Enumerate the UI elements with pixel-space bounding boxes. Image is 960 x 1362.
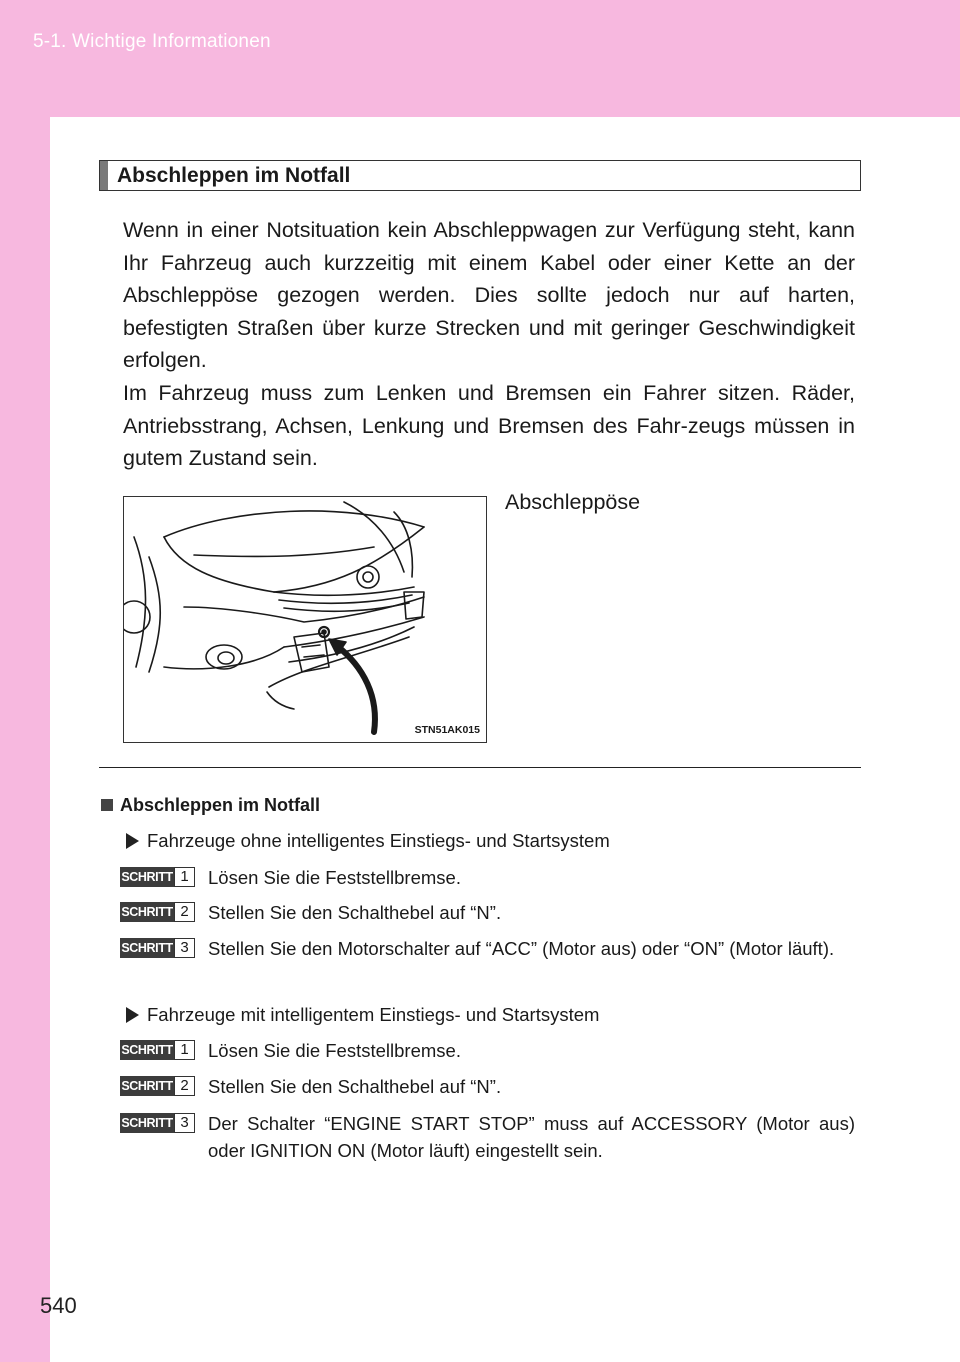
divider [99, 767, 861, 768]
section-heading-box [99, 160, 861, 191]
step-badge-number: 1 [174, 867, 195, 887]
figure-callout: Abschleppöse [505, 490, 641, 514]
variant-label [126, 1004, 599, 1026]
square-bullet-icon [101, 799, 113, 811]
triangle-bullet-icon [126, 833, 139, 849]
intro-paragraph: Wenn in einer Notsituation kein Abschleppwagen zur Verfügung steht, kann Ihr Fahrzeug auch kurzzeitig mit einem Kabel oder einer Kette an der Abschleppöse gezogen werden. Dies sollte jedoch nur auf harten, befestigten Straßen über kurze Strecken und mit geringer Geschwindigkeit erfolgen. [123, 218, 855, 373]
subsection-title-text: Abschleppen im Notfall [120, 795, 321, 815]
step-badge-number: 3 [174, 1113, 195, 1133]
tow-hook-illustration-icon [124, 497, 487, 743]
step-badge-label: SCHRITT [120, 1113, 174, 1133]
step-text: Lösen Sie die Feststellbremse. [208, 867, 461, 888]
step-badge [120, 1113, 195, 1133]
variant-label-text: Fahrzeuge mit intelligentem Einstiegs- und Startsystem [147, 1004, 600, 1025]
intro-paragraph: Im Fahrzeug muss zum Lenken und Bremsen ein Fahrer sitzen. Räder, Antriebsstrang, Achsen, Lenkung und Bremsen des Fahr-zeugs müssen in gutem Zustand sein. [123, 380, 855, 471]
triangle-bullet-icon [126, 1007, 139, 1023]
step-badge-label: SCHRITT [120, 902, 174, 922]
intro-text [123, 214, 855, 475]
step-badge [120, 938, 195, 958]
step-text: Der Schalter “ENGINE START STOP” muss auf ACCESSORY (Motor aus) oder IGNITION ON (Motor läuft) eingestellt sein. [208, 1113, 855, 1161]
step-badge-number: 2 [174, 1076, 195, 1096]
step-badge [120, 1040, 195, 1060]
step-text: Stellen Sie den Schalthebel auf “N”. [208, 902, 502, 923]
step-badge-number: 3 [174, 938, 195, 958]
step-badge-label: SCHRITT [120, 867, 174, 887]
side-band [0, 117, 50, 1362]
step-badge-number: 1 [174, 1040, 195, 1060]
figure-code: STN51AK015 [414, 724, 480, 736]
tow-hook-figure [123, 496, 487, 743]
step-badge-label: SCHRITT [120, 1040, 174, 1060]
variant-label-text: Fahrzeuge ohne intelligentes Einstiegs- und Startsystem [147, 830, 610, 851]
step-badge [120, 1076, 195, 1096]
chapter-header: 5-1. Wichtige Informationen [33, 31, 271, 52]
step-badge-number: 2 [174, 902, 195, 922]
page-number: 540 [40, 1293, 77, 1318]
section-title: Abschleppen im Notfall [117, 164, 351, 187]
step-text: Stellen Sie den Schalthebel auf “N”. [208, 1076, 502, 1097]
step-badge-label: SCHRITT [120, 938, 174, 958]
step-badge-label: SCHRITT [120, 1076, 174, 1096]
variant-label [126, 830, 610, 852]
section-heading-bar [100, 161, 108, 190]
header-band [0, 0, 960, 117]
step-badge [120, 902, 195, 922]
step-badge [120, 867, 195, 887]
step-text: Stellen Sie den Motorschalter auf “ACC” (Motor aus) oder “ON” (Motor läuft). [208, 938, 835, 959]
subsection-title [101, 795, 320, 816]
step-text: Lösen Sie die Feststellbremse. [208, 1040, 461, 1061]
